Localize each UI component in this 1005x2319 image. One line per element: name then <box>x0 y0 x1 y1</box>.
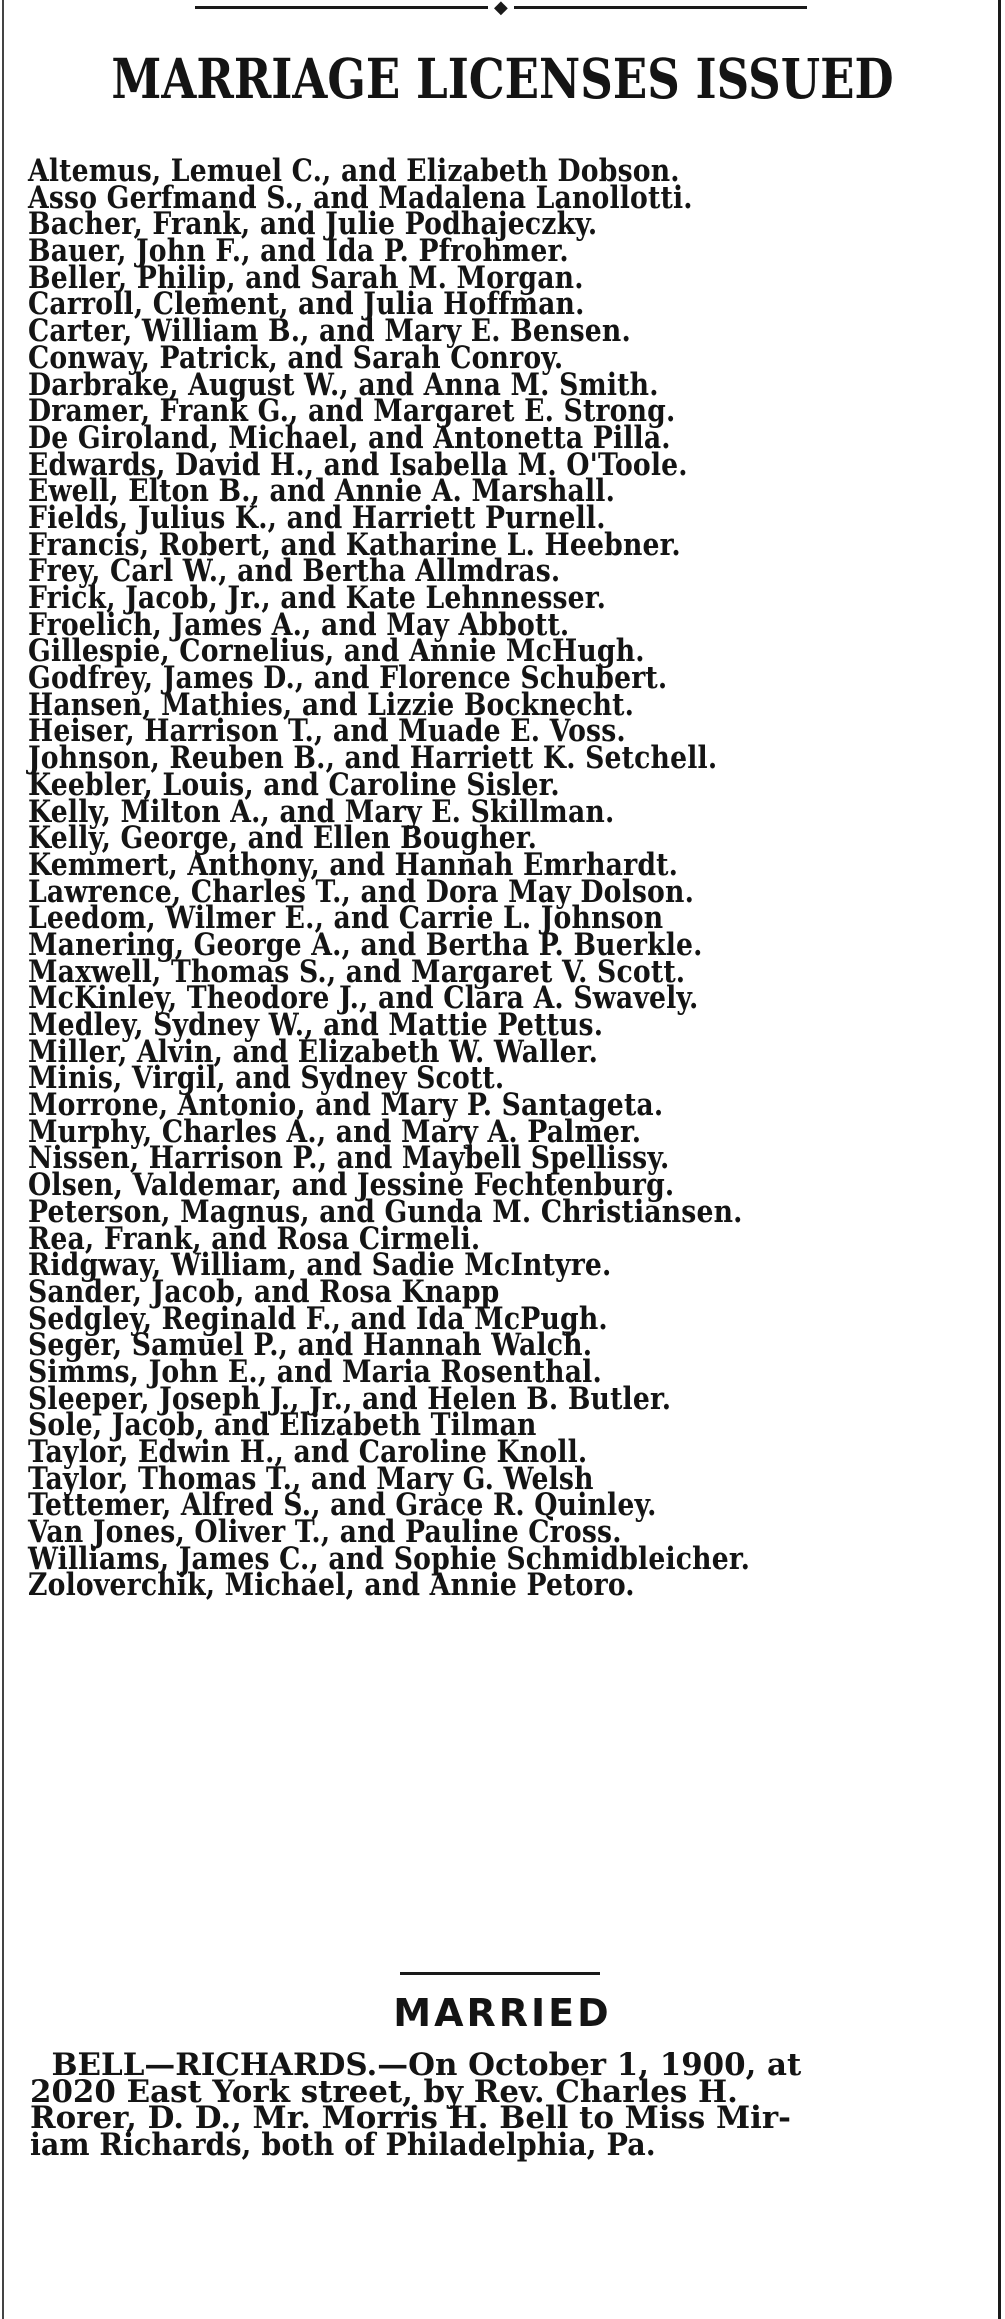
column-rule-left <box>2 0 4 2319</box>
license-entry: Edwards, David H., and Isabella M. O'Toole. <box>28 446 688 483</box>
license-entry: Nissen, Harrison P., and Maybell Spellissy. <box>28 1140 670 1177</box>
license-entry: Ewell, Elton B., and Annie A. Marshall. <box>28 473 616 510</box>
license-entry: Minis, Virgil, and Sydney Scott. <box>28 1060 505 1097</box>
license-entry: Godfrey, James D., and Florence Schubert. <box>28 660 668 697</box>
license-entry: Conway, Patrick, and Sarah Conroy. <box>28 339 564 376</box>
license-entry: Lawrence, Charles T., and Dora May Dolson. <box>28 873 695 910</box>
license-entry: Carter, William B., and Mary E. Bensen. <box>28 313 631 350</box>
license-entry: Sander, Jacob, and Rosa Knapp <box>28 1273 500 1310</box>
notice-line: Rorer, D. D., Mr. Morris H. Bell to Miss Mir- <box>30 2100 791 2136</box>
license-entry: Zoloverchik, Michael, and Annie Petoro. <box>28 1567 635 1604</box>
license-entry: Johnson, Reuben B., and Harriett K. Setchell. <box>28 740 718 777</box>
license-entry: Bacher, Frank, and Julie Podhajeczky. <box>28 206 598 243</box>
license-entry: Sedgley, Reginald F., and Ida McPugh. <box>28 1300 608 1337</box>
license-entry: Medley, Sydney W., and Mattie Pettus. <box>28 1007 604 1043</box>
license-entry: Fields, Julius K., and Harriett Purnell. <box>28 499 606 536</box>
license-entry: Manering, George A., and Bertha P. Buerkle. <box>28 926 703 963</box>
license-entry: Ridgway, William, and Sadie McIntyre. <box>28 1247 612 1284</box>
license-entry: Asso Gerfmand S., and Madalena Lanollotti. <box>28 179 693 216</box>
license-entry: Morrone, Antonio, and Mary P. Santageta. <box>28 1087 664 1124</box>
license-entry: Gillespie, Cornelius, and Annie McHugh. <box>28 633 645 670</box>
license-entry: Darbrake, August W., and Anna M. Smith. <box>28 366 659 403</box>
license-entry: Peterson, Magnus, and Gunda M. Christiansen. <box>28 1193 743 1230</box>
section-divider <box>400 1972 600 1975</box>
license-entry: Simms, John E., and Maria Rosenthal. <box>28 1353 602 1390</box>
license-list <box>28 153 1003 1604</box>
license-entry: McKinley, Theodore J., and Clara A. Swavely. <box>28 980 699 1017</box>
license-entry: Hansen, Mathies, and Lizzie Bocknecht. <box>28 686 635 723</box>
license-entry: Altemus, Lemuel C., and Elizabeth Dobson. <box>28 153 680 189</box>
rule-ornament-icon: ◆ <box>488 0 514 16</box>
license-entry: Heiser, Harrison T., and Muade E. Voss. <box>28 713 626 750</box>
notice-line: iam Richards, both of Philadelphia, Pa. <box>30 2126 656 2163</box>
license-entry: Taylor, Edwin H., and Caroline Knoll. <box>28 1434 588 1470</box>
license-entry: Olsen, Valdemar, and Jessine Fechtenburg. <box>28 1167 675 1204</box>
license-entry: Dramer, Frank G., and Margaret E. Strong. <box>28 393 676 430</box>
license-entry: Leedom, Wilmer E., and Carrie L. Johnson <box>28 900 664 937</box>
license-entry: Kelly, Milton A., and Mary E. Skillman. <box>28 793 615 830</box>
license-entry: Tettemer, Alfred S., and Grace R. Quinley. <box>28 1487 657 1524</box>
license-entry: Williams, James C., and Sophie Schmidbleicher. <box>28 1540 751 1577</box>
license-entry: Rea, Frank, and Rosa Cirmeli. <box>28 1220 481 1257</box>
license-entry: Taylor, Thomas T., and Mary G. Welsh <box>28 1460 594 1497</box>
license-entry: De Giroland, Michael, and Antonetta Pilla. <box>28 419 671 456</box>
license-entry: Carroll, Clement, and Julia Hoffman. <box>28 286 585 323</box>
license-entry: Keebler, Louis, and Caroline Sisler. <box>28 766 560 803</box>
license-entry: Seger, Samuel P., and Hannah Walch. <box>28 1327 593 1364</box>
license-entry: Kemmert, Anthony, and Hannah Emrhardt. <box>28 846 679 883</box>
license-entry: Beller, Philip, and Sarah M. Morgan. <box>28 259 584 296</box>
license-entry: Sole, Jacob, and Elizabeth Tilman <box>28 1407 537 1444</box>
married-heading: MARRIED <box>393 1991 612 2035</box>
license-entry: Froelich, James A., and May Abbott. <box>28 606 570 643</box>
notice-line: BELL—RICHARDS.—On October 1, 1900, at <box>30 2047 802 2083</box>
license-entry: Bauer, John F., and Ida P. Pfrohmer. <box>28 233 569 270</box>
license-entry: Sleeper, Joseph J., Jr., and Helen B. Butler. <box>28 1380 672 1417</box>
notice-line: 2020 East York street, by Rev. Charles H. <box>30 2073 738 2110</box>
license-entry: Francis, Robert, and Katharine L. Heebner. <box>28 526 681 563</box>
marriage-notice <box>30 2047 990 2163</box>
licenses-heading: MARRIAGE LICENSES ISSUED <box>111 46 894 111</box>
license-entry: Kelly, George, and Ellen Bougher. <box>28 820 538 857</box>
license-entry: Maxwell, Thomas S., and Margaret V. Scott. <box>28 953 686 990</box>
license-entry: Frey, Carl W., and Bertha Allmdras. <box>28 553 561 590</box>
license-entry: Murphy, Charles A., and Mary A. Palmer. <box>28 1113 642 1150</box>
license-entry: Frick, Jacob, Jr., and Kate Lehnnesser. <box>28 580 607 616</box>
license-entry: Van Jones, Oliver T., and Pauline Cross. <box>28 1514 622 1551</box>
license-entry: Miller, Alvin, and Elizabeth W. Waller. <box>28 1033 599 1070</box>
